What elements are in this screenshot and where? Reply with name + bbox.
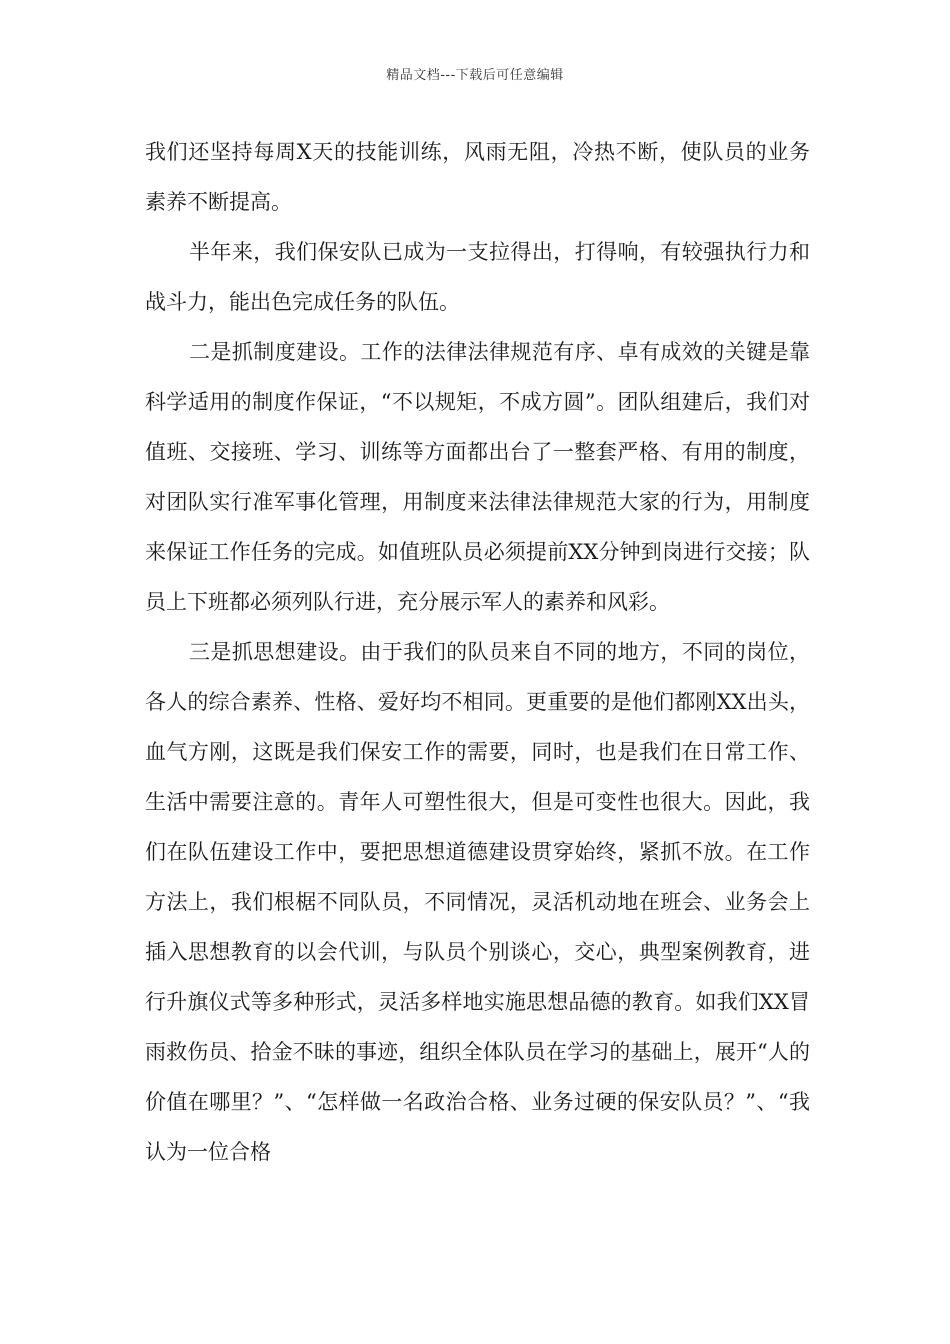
page-header: 精品文档---下载后可任意编辑 <box>386 68 564 83</box>
paragraph-1: 我们还坚持每周X天的技能训练，风雨无阻，冷热不断，使队员的业务素养不断提高。 <box>145 140 810 214</box>
paragraph-4: 三是抓思想建设。由于我们的队员来自不同的地方，不同的岗位，各人的综合素养、性格、爱好均不相同。更重要的是他们都刚XX出头，血气方刚，这既是我们保安工作的需要，同时，也是我们在日常工作、生活中需要注意的。青年人可塑性很大，但是可变性也很大。因此，我们在队伍建设工作中，要把思想道德建设贯穿始终，紧抓不放。在工作方法上，我们根椐不同队员，不同情况，灵活机动地在班会、业务会上插入思想教育的以会代训，与队员个别谈心，交心，典型案例教育，进行升旗仪式等多种形式，灵活多样地实施思想品德的教育。如我们XX冒雨救伤员、拾金不昧的事迹，组织全体队员在学习的基础上，展开“人的价值在哪里？”、“怎样做一名政治合格、业务过硬的保安队员？”、“我认为一位合格 <box>145 640 810 1164</box>
paragraph-3: 二是抓制度建设。工作的法律法律规范有序、卓有成效的关键是靠科学适用的制度作保证，“不以规矩，不成方圆”。团队组建后，我们对值班、交接班、学习、训练等方面都出台了一整套严格、有用的制度，对团队实行准军事化管理，用制度来法律法律规范大家的行为，用制度来保证工作任务的完成。如值班队员必须提前XX分钟到岗进行交接；队员上下班都必须列队行进，充分展示军人的素养和风彩。 <box>145 340 810 614</box>
paragraph-2: 半年来，我们保安队已成为一支拉得出，打得响，有较强执行力和战斗力，能出色完成任务的队伍。 <box>145 240 810 314</box>
document-body <box>145 127 810 1177</box>
